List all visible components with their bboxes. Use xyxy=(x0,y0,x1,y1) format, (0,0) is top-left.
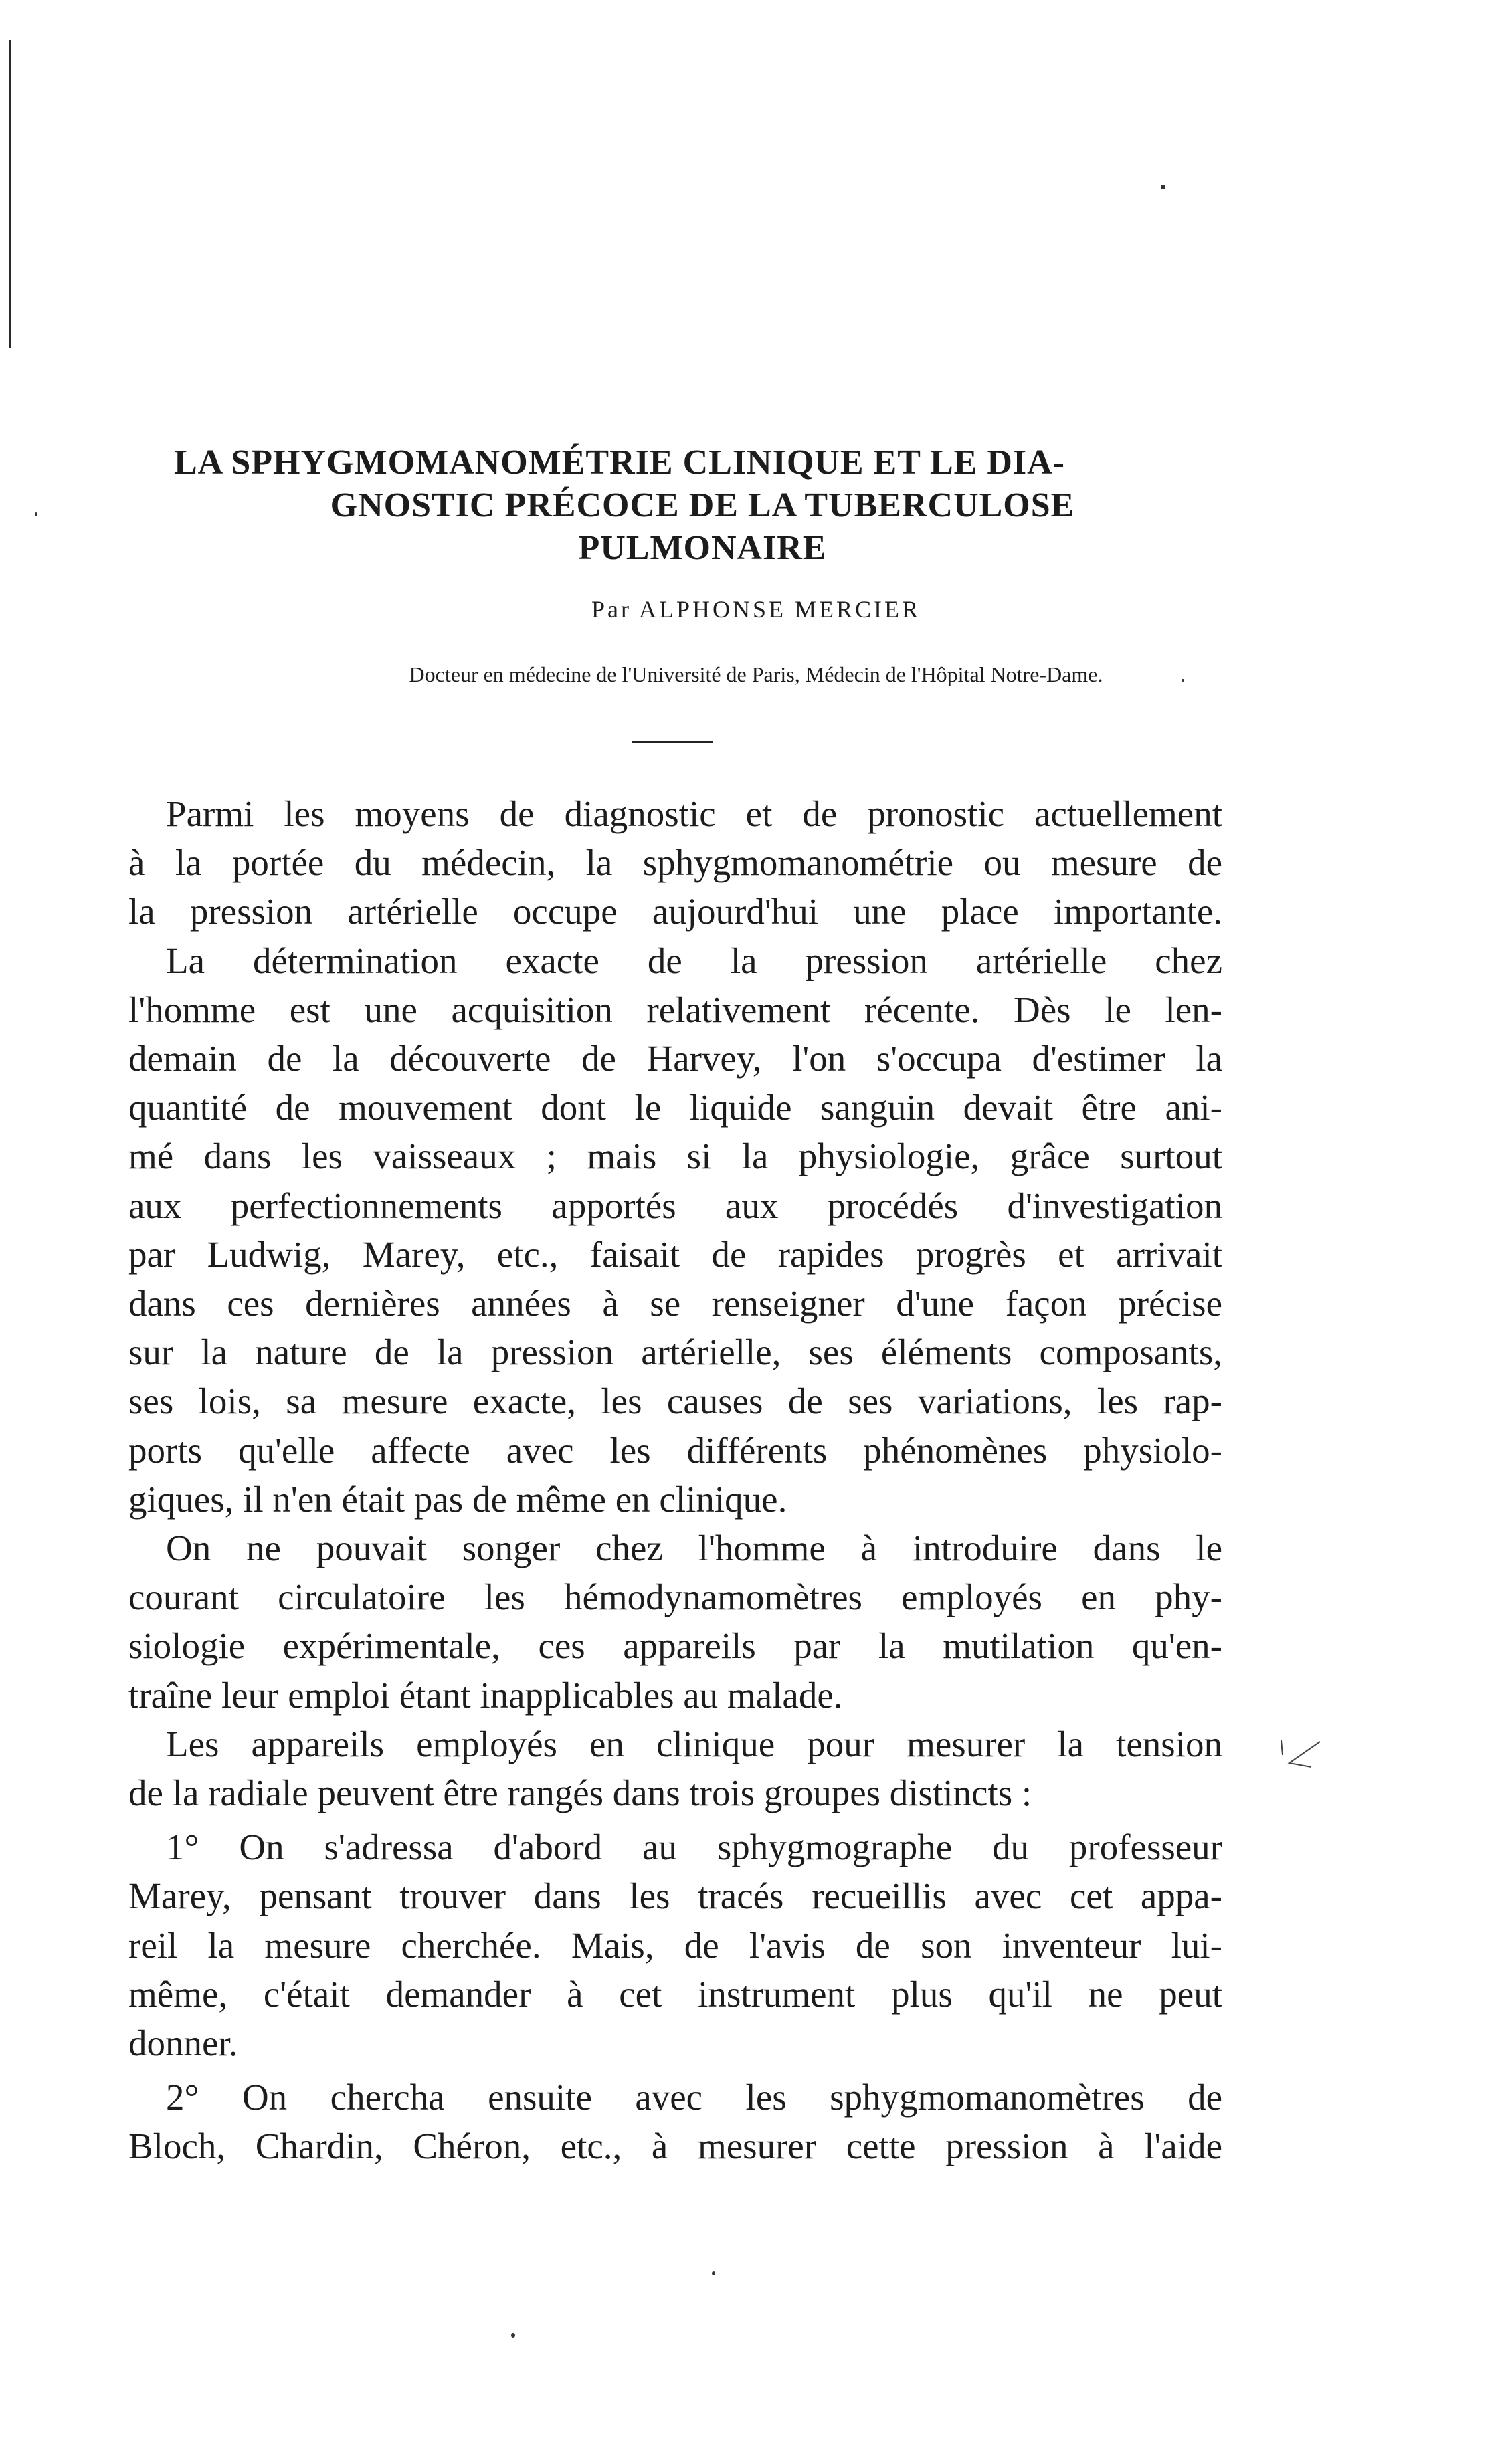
text-line: traîne leur emploi étant inapplicables au malade. xyxy=(128,1674,843,1716)
scan-speck xyxy=(511,2333,515,2338)
text-line: l'homme est une acquisition relativement récente. Dès le len- xyxy=(128,989,1222,1030)
text-line: siologie expérimentale, ces appareils par la mutilation qu'en- xyxy=(128,1625,1222,1667)
text-line: à la portée du médecin, la sphygmomanométrie ou mesure de xyxy=(128,842,1222,884)
text-line: même, c'était demander à cet instrument plus qu'il ne peut xyxy=(128,1973,1222,2015)
text-line: dans ces dernières années à se renseigner d'une façon précise xyxy=(128,1283,1222,1324)
text-line: ses lois, sa mesure exacte, les causes de ses variations, les rap- xyxy=(128,1380,1222,1422)
margin-pencil-mark xyxy=(1274,1739,1328,1772)
text-line: Parmi les moyens de diagnostic et de pronostic actuellement xyxy=(166,793,1222,834)
article-title xyxy=(134,441,1271,570)
text-line: giques, il n'en était pas de même en clinique. xyxy=(128,1478,787,1520)
title-separator-rule xyxy=(632,741,713,743)
title-line: PULMONAIRE xyxy=(578,529,827,567)
text-line: aux perfectionnements apportés aux procédés d'investigation xyxy=(128,1185,1222,1226)
text-line: la pression artérielle occupe aujourd'hui une place importante. xyxy=(128,891,1222,932)
text-line: mé dans les vaisseaux ; mais si la physiologie, grâce surtout xyxy=(128,1136,1222,1177)
text-line: Marey, pensant trouver dans les tracés recueillis avec cet appa- xyxy=(128,1875,1222,1917)
text-line: On ne pouvait songer chez l'homme à introduire dans le xyxy=(166,1528,1222,1569)
paragraph-1 xyxy=(128,789,1222,1524)
text-line: de la radiale peuvent être rangés dans trois groupes distincts : xyxy=(128,1772,1032,1814)
author-affiliation: Docteur en médecine de l'Université de Paris, Médecin de l'Hôpital Notre-Dame. xyxy=(409,662,1103,686)
text-line: reil la mesure cherchée. Mais, de l'avis de son inventeur lui- xyxy=(128,1924,1222,1966)
text-line: 1° On s'adressa d'abord au sphygmographe du professeur xyxy=(166,1827,1222,1868)
text-line: quantité de mouvement dont le liquide sanguin devait être ani- xyxy=(128,1087,1222,1128)
author-byline: Par ALPHONSE MERCIER xyxy=(591,596,921,623)
paragraph-4 xyxy=(128,1823,1222,2067)
text-line: 2° On chercha ensuite avec les sphygmomanomètres de xyxy=(166,2077,1222,2118)
text-line: La détermination exacte de la pression artérielle chez xyxy=(166,940,1222,981)
page-scan-edge xyxy=(9,40,11,348)
text-line: Bloch, Chardin, Chéron, etc., à mesurer cette pression à l'aide xyxy=(128,2126,1222,2167)
text-line: ports qu'elle affecte avec les différents phénomènes physiolo- xyxy=(128,1429,1222,1471)
text-line: donner. xyxy=(128,2023,238,2064)
text-line: sur la nature de la pression artérielle, ses éléments composants, xyxy=(128,1332,1222,1373)
scan-speck xyxy=(1161,185,1165,189)
text-line: courant circulatoire les hémodynamomètres employés en phy- xyxy=(128,1576,1222,1618)
text-line: demain de la découverte de Harvey, l'on s'occupa d'estimer la xyxy=(128,1038,1222,1080)
scan-speck xyxy=(35,512,37,516)
paragraph-5 xyxy=(128,2073,1222,2170)
article-body xyxy=(128,789,1222,2171)
scan-speck xyxy=(712,2271,715,2275)
text-line: Les appareils employés en clinique pour mesurer la tension xyxy=(166,1723,1222,1764)
title-line: LA SPHYGMOMANOMÉTRIE CLINIQUE ET LE DIA- xyxy=(174,443,1065,482)
paragraph-2 xyxy=(128,1524,1222,1720)
title-line: GNOSTIC PRÉCOCE DE LA TUBERCULOSE xyxy=(330,486,1075,524)
paragraph-3 xyxy=(128,1720,1222,1817)
text-line: par Ludwig, Marey, etc., faisait de rapides progrès et arrivait xyxy=(128,1233,1222,1275)
